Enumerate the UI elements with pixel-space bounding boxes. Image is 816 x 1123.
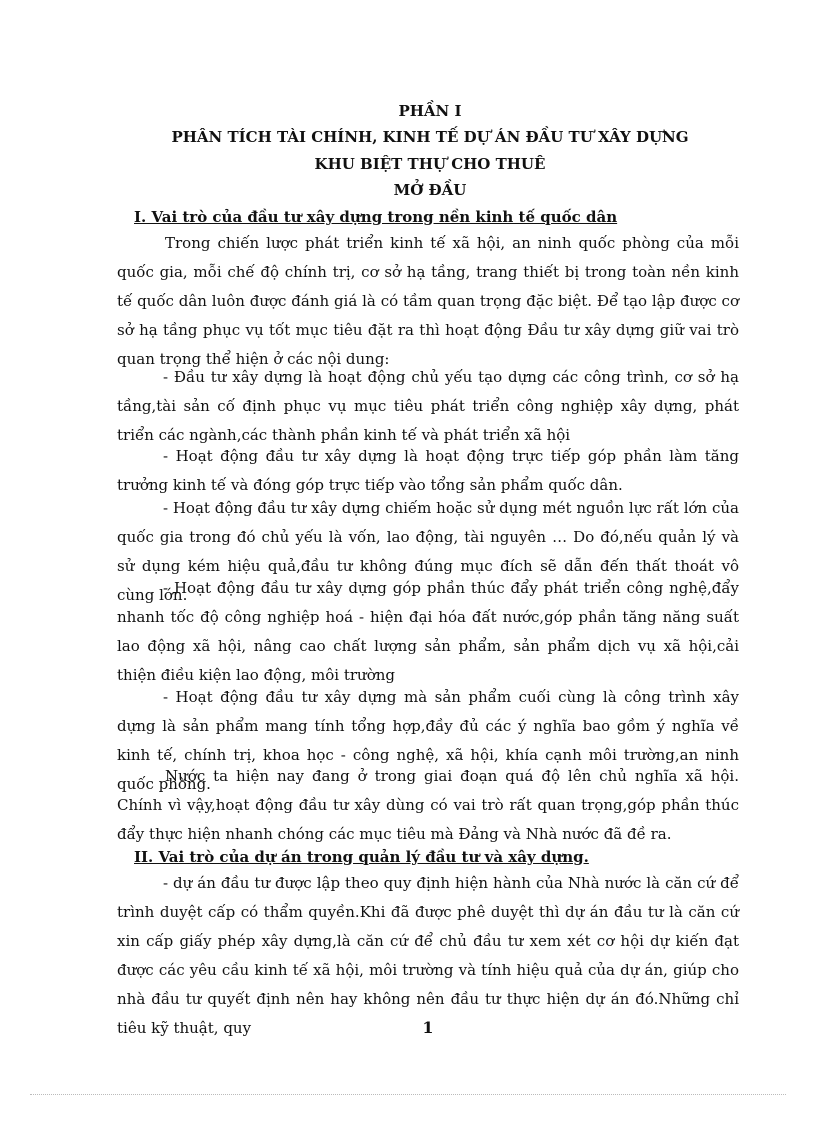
document-title-line1: PHÂN TÍCH TÀI CHÍNH, KINH TẾ DỰ ÁN ĐẦU TƯ XÂY DỰNG [171,128,689,146]
section-1-paragraph: Nước ta hiện nay đang ở trong giai đoạn quá độ lên chủ nghĩa xã hội. Chính vì vậy,hoạt động đầu tư xây dùng có vai trò rất quan trọng,góp phần thúc đẩy thực hiện nhanh chóng các mục tiêu mà Đảng và Nhà nước đã đề ra. [117,767,739,843]
section-1-bullet: - Hoạt động đầu tư xây dựng là hoạt động trực tiếp góp phần làm tăng trưởng kinh tế và đóng góp trực tiếp vào tổng sản phẩm quốc dân. [117,447,739,494]
page-number: 1 [422,1018,434,1037]
intro-heading: MỞ ĐẦU [393,181,467,199]
section-1-paragraph: Trong chiến lược phát triển kinh tế xã hội, an ninh quốc phòng của mỗi quốc gia, mỗi chế độ chính trị, cơ sở hạ tầng, trang thiết bị trong toàn nền kinh tế quốc dân luôn được đánh giá là có tầm quan trọng đặc biệt. Để tạo lập được cơ sở hạ tầng phục vụ tốt mục tiêu đặt ra thì hoạt động Đầu tư xây dựng giữ vai trò quan trọng thể hiện ở các nội dung: [117,234,739,368]
section-1-bullet: - Hoạt động đầu tư xây dựng góp phần thúc đẩy phát triển công nghệ,đẩy nhanh tốc độ công nghiệp hoá - hiện đại hóa đất nước,góp phần tăng năng suất lao động xã hội, nâng cao chất lượng sản phẩm, sản phẩm dịch vụ xã hội,cải thiện điều kiện lao động, môi trường [117,579,739,684]
section-1-title: I. Vai trò của đầu tư xây dựng trong nền kinh tế quốc dân [134,208,618,226]
section-1-bullet: - Hoạt động đầu tư xây dựng chiếm hoặc sử dụng mét nguồn lực rất lớn của quốc gia trong đó chủ yếu là vốn, lao động, tài nguyên … Do đó,nếu quản lý và sử dụng kém hiệu quả,đầu tư không đúng mục đích sẽ dẫn đến thất thoát vô cùng lớn. [117,499,739,604]
section-1-bullet: - Đầu tư xây dựng là hoạt động chủ yếu tạo dựng các công trình, cơ sở hạ tầng,tài sản cố định phục vụ mục tiêu phát triển công nghiệp xây dựng, phát triển các ngành,các thành phần kinh tế và phát triển xã hội [117,368,739,444]
section-1-bullet: - Hoạt động đầu tư xây dựng mà sản phẩm cuối cùng là công trình xây dựng là sản phẩm mang tính tổng hợp,đầy đủ các ý nghĩa bao gồm ý nghĩa về kinh tế, chính trị, khoa học - công nghệ, xã hội, khía cạnh môi trường,an ninh quốc phòng. [117,688,739,793]
page-bottom-divider [30,1094,786,1095]
section-2-bullet: - dự án đầu tư được lập theo quy định hiện hành của Nhà nước là căn cứ để trình duyệt cấp có thẩm quyền.Khi đã được phê duyệt thì dự án đầu tư là căn cứ xin cấp giấy phép xây dựng,là căn cứ để chủ đầu tư xem xét cơ hội dự kiến đạt được các yêu cầu kinh tế xã hội, môi trường và tính hiệu quả của dự án, giúp cho nhà đầu tư quyết định nên hay không nên đầu tư thực hiện dự án đó.Những chỉ tiêu kỹ thuật, quy [117,874,739,1037]
document-title-line2: KHU BIỆT THỰ CHO THUÊ [314,155,546,173]
part-heading: PHẦN I [398,102,462,120]
section-2-title: II. Vai trò của dự án trong quản lý đầu tư và xây dựng. [134,848,589,866]
